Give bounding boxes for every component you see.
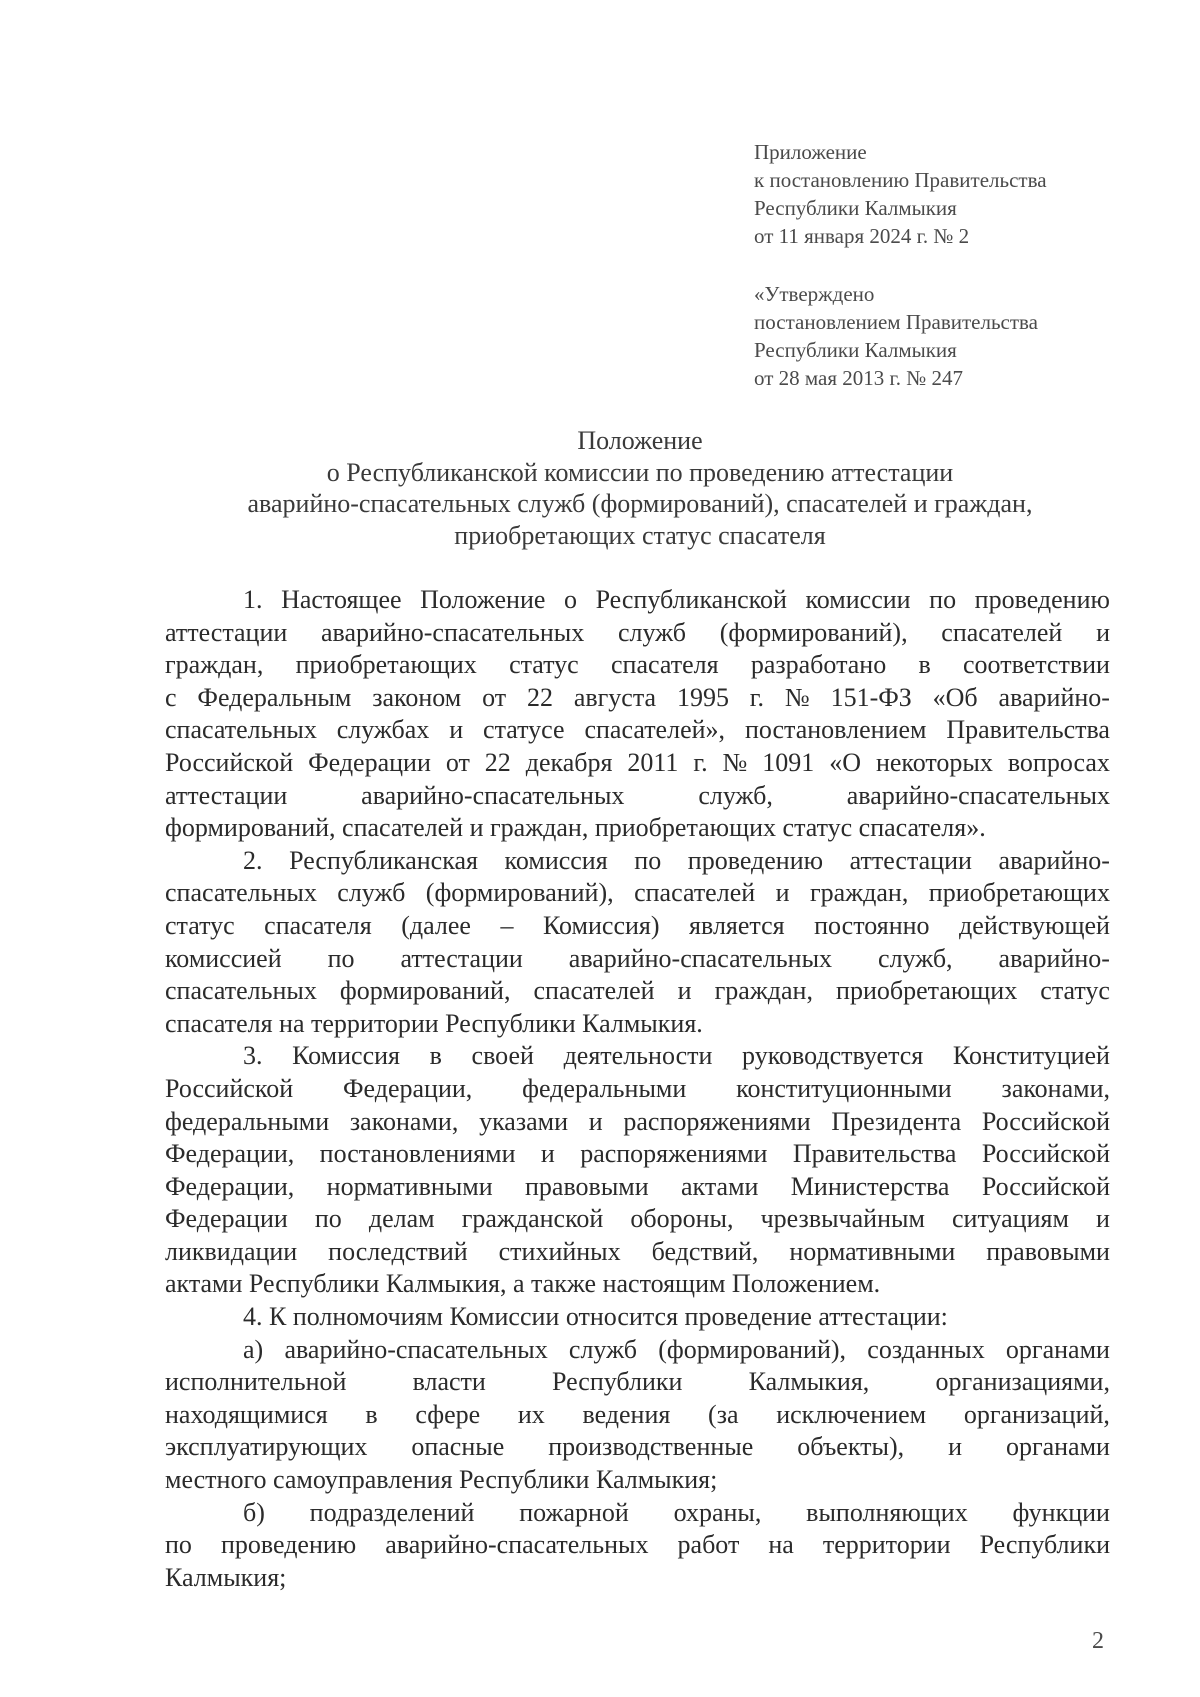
attachment-block xyxy=(754,138,1047,250)
body-line: граждан, приобретающих статус спасателя разработано в соответствии xyxy=(165,650,1110,680)
attachment-line: к постановлению Правительства xyxy=(754,168,1047,192)
body-line: аттестации аварийно-спасательных служб, аварийно-спасательных xyxy=(165,780,1110,810)
body-line: эксплуатирующих опасные производственные объекты), и органами xyxy=(165,1432,1110,1462)
body-line: аттестации аварийно-спасательных служб (формирований), спасателей и xyxy=(165,617,1110,647)
body-line: статус спасателя (далее – Комиссия) является постоянно действующей xyxy=(165,910,1110,940)
approved-line: от 28 мая 2013 г. № 247 xyxy=(754,366,964,390)
attachment-line: от 11 января 2024 г. № 2 xyxy=(754,224,970,248)
page-number: 2 xyxy=(1092,1628,1104,1654)
body-line: Калмыкия; xyxy=(165,1562,287,1592)
body-line: Федерации, постановлениями и распоряжениями Правительства Российской xyxy=(165,1139,1110,1169)
body-line: по проведению аварийно-спасательных работ на территории Республики xyxy=(165,1530,1110,1560)
body-line: комиссией по аттестации аварийно-спасательных служб, аварийно- xyxy=(165,943,1110,973)
attachment-line: Приложение xyxy=(754,140,867,164)
approved-block xyxy=(754,280,1038,392)
document-title xyxy=(160,425,1120,551)
title-line: Положение xyxy=(577,426,703,455)
approved-line: «Утверждено xyxy=(754,282,875,306)
approved-line: постановлением Правительства xyxy=(754,310,1039,334)
title-line: аварийно-спасательных служб (формирований), спасателей и граждан, xyxy=(247,489,1033,518)
body-line: Российской Федерации, федеральными конституционными законами, xyxy=(165,1073,1110,1103)
body-line: с Федеральным законом от 22 августа 1995 г. № 151-ФЗ «Об аварийно- xyxy=(165,682,1110,712)
body-line: Российской Федерации от 22 декабря 2011 г. № 1091 «О некоторых вопросах xyxy=(165,747,1110,777)
body-line: 2. Республиканская комиссия по проведению аттестации аварийно- xyxy=(243,845,1110,875)
body-line: спасательных служб (формирований), спасателей и граждан, приобретающих xyxy=(165,878,1110,908)
title-line: о Республиканской комиссии по проведению аттестации xyxy=(326,457,954,487)
body-line: спасательных службах и статусе спасателей», постановлением Правительства xyxy=(165,715,1110,745)
body-line: ликвидации последствий стихийных бедствий, нормативными правовыми xyxy=(165,1236,1110,1266)
body-line: местного самоуправления Республики Калмыкия; xyxy=(165,1465,718,1495)
body-line: актами Республики Калмыкия, а также настоящим Положением. xyxy=(165,1269,881,1299)
body-line: находящимися в сфере их ведения (за исключением организаций, xyxy=(165,1399,1110,1429)
body-line: 3. Комиссия в своей деятельности руководствуется Конституцией xyxy=(243,1041,1110,1071)
body-line: Федерации, нормативными правовыми актами Министерства Российской xyxy=(165,1171,1110,1201)
body-line: Федерации по делам гражданской обороны, чрезвычайным ситуациям и xyxy=(165,1204,1110,1234)
attachment-line: Республики Калмыкия xyxy=(754,196,957,220)
body-line: а) аварийно-спасательных служб (формирований), созданных органами xyxy=(243,1334,1110,1364)
title-line: приобретающих статус спасателя xyxy=(454,520,826,550)
body-line: б) подразделений пожарной охраны, выполняющих функции xyxy=(243,1497,1110,1527)
body-line: формирований, спасателей и граждан, приобретающих статус спасателя». xyxy=(165,813,986,843)
body-line: спасательных формирований, спасателей и граждан, приобретающих статус xyxy=(165,976,1110,1006)
body-line: исполнительной власти Республики Калмыкия, организациями, xyxy=(165,1367,1110,1397)
body-line: 4. К полномочиям Комиссии относится проведение аттестации: xyxy=(243,1302,948,1332)
body-line: федеральными законами, указами и распоряжениями Президента Российской xyxy=(165,1106,1110,1136)
document-body xyxy=(165,584,1110,1594)
body-line: спасателя на территории Республики Калмыкия. xyxy=(165,1008,703,1038)
approved-line: Республики Калмыкия xyxy=(754,338,957,362)
body-line: 1. Настоящее Положение о Республиканской комиссии по проведению xyxy=(243,585,1110,614)
